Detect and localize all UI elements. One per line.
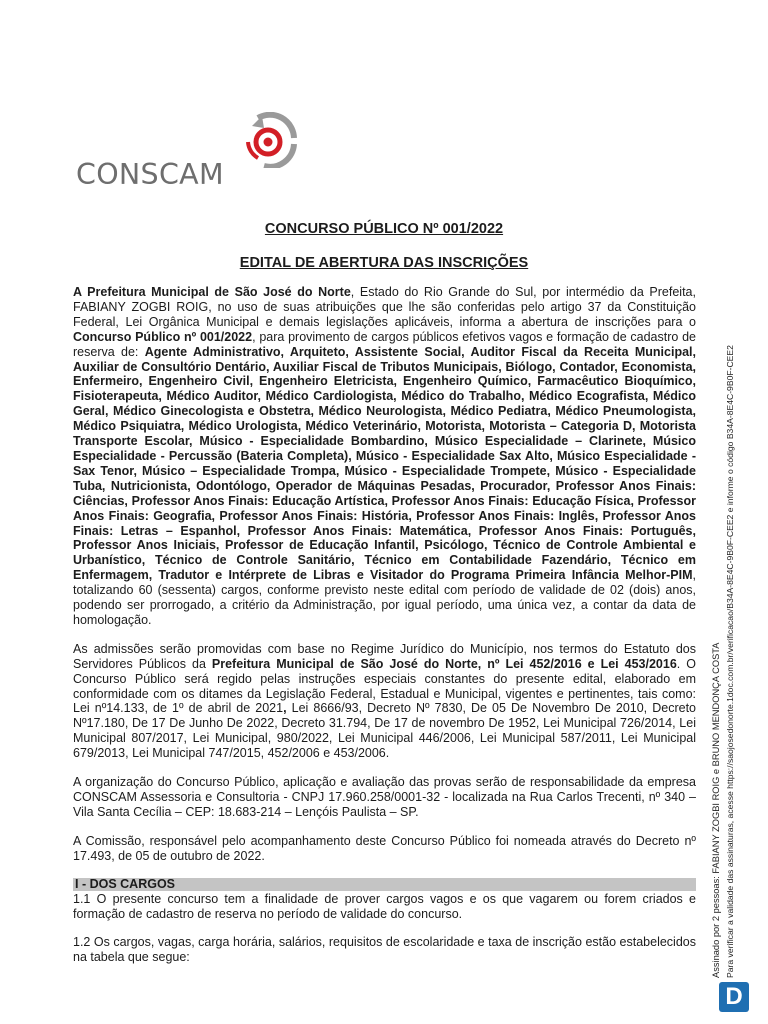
paragraph-intro-text-1: , Estado do Rio Grande do Sul, por intermédio da Prefeita, FABIANY ZOGBI ROIG, no uso de suas atribuições que lhe são conferidas pelo artigo 37 da Constituição Federal, Lei Orgânica Municipal e demais legislações aplicáveis, informa a abertura de inscrições para o bbox=[73, 285, 696, 329]
section-heading: I - DOS CARGOS bbox=[73, 878, 696, 891]
paragraph-intro-bold-1: A Prefeitura Municipal de São José do Norte bbox=[73, 285, 351, 299]
paragraph-admissions-text-1: As admissões serão promovidas com base no Regime Jurídico do Município, nos termos do Estatuto dos Servidores Públicos da bbox=[73, 641, 696, 671]
target-arrows-icon bbox=[236, 112, 300, 168]
document-subtitle: EDITAL DE ABERTURA DAS INSCRIÇÕES bbox=[239, 255, 529, 271]
paragraph-admissions-text-2: . O Concurso Público será regido pelas instruções especiais constantes do presente edital, elaborado em conformidade com os ditames da Legislação Federal, Estadual e Municipal, vigentes e pertinentes, tais como: Lei nº14.133, de 1º de abril de 2021 bbox=[73, 656, 696, 716]
paragraph-organization: A organização do Concurso Público, aplicação e avaliação das provas serão de responsabilidade da empresa CONSCAM Assessoria e Consultoria - CNPJ 17.960.258/0001-32 - localizada na Rua Carlos Trecenti, nº 340 – Vila Santa Cecília – CEP: 18.683-214 – Lençóis Paulista – SP. bbox=[73, 775, 696, 819]
paragraph-intro bbox=[73, 285, 696, 628]
paragraph-commission: A Comissão, responsável pelo acompanhamento deste Concurso Público foi nomeada através do Decreto nº 17.493, de 05 de outubro de 2022. bbox=[73, 833, 696, 863]
paragraph-1-1: 1.1 O presente concurso tem a finalidade de prover cargos vagos e os que vagarem ou forem criados e formação de cadastro de reserva no período de validade do concurso. bbox=[73, 891, 696, 921]
paragraph-intro-positions: Agente Administrativo, Arquiteto, Assistente Social, Auditor Fiscal da Receita Municipal, Auxiliar de Consultório Dentário, Auxiliar Fiscal de Tributos Municipais, Biólogo, Contador, Economista, Enfermeiro, Engenheiro Civil, Engenheiro Eletricista, Engenheiro Químico, Farmacêutico Bioquímico, Fisioterapeuta, Médico Auditor, Médico Cardiologista, Médico do Trabalho, Médico Ecografista, Médico Geral, Médico Ginecologista e Obstetra, Médico Neurologista, Médico Pediatra, Médico Pneumologista, Médico Psiquiatra, Médico Urologista, Médico Veterinário, Motorista, Motorista – Categoria D, Motorista Transporte Escolar, Músico - Especialidade Bombardino, Músico Especialidade – Clarinete, Músico Especialidade - Percussão (Bateria Completa), Músico - Especialidade Sax Alto, Músico Especialidade - Sax Tenor, Músico – Especialidade Trompa, Músico - Especialidade Trompete, Músico - Especialidade Tuba, Nutricionista, Odontólogo, Operador de Máquinas Pesadas, Procurador, Professor Anos Finais: Ciências, Professor Anos Finais: Educação Artística, Professor Anos Finais: Educação Física, Professor Anos Finais: Geografia, Professor Anos Finais: História, Professor Anos Finais: Inglês, Professor Anos Finais: Letras – Espanhol, Professor Anos Finais: Matemática, Professor Anos Finais: Português, Professor Anos Iniciais, Professor de Educação Infantil, Psicólogo, Técnico de Controle Ambiental e Urbanístico, Técnico de Controle Sanitário, Técnico em Contabilidade Fazendário, Técnico em Enfermagem, Tradutor e Intérprete de Libras e Visitador do Programa Primeira Infância Melhor-PIM bbox=[73, 344, 696, 583]
paragraph-admissions-bold-2: , bbox=[283, 701, 287, 716]
paragraph-intro-text-2: , para provimento de cargos públicos efetivos vagos e formação de cadastro de reserva de: bbox=[73, 329, 696, 359]
document-title: CONCURSO PÚBLICO Nº 001/2022 bbox=[264, 221, 504, 237]
1doc-logo-icon: D bbox=[719, 982, 749, 1012]
signature-notice: Assinado por 2 pessoas: FABIANY ZOGBI ROIG e BRUNO MENDONÇA COSTA bbox=[711, 642, 721, 978]
verification-notice: Para verificar a validade das assinaturas, acesse https://saojosedonorte.1doc.com.br/verificacao/B34A-8E4C-9B0F-CEE2 e informe o código B34A-8E4C-9B0F-CEE2 bbox=[725, 345, 735, 978]
paragraph-1-2: 1.2 Os cargos, vagas, carga horária, salários, requisitos de escolaridade e taxa de inscrição estão estabelecidos na tabela que segue: bbox=[73, 935, 696, 965]
logo-text: CONSCAM bbox=[76, 158, 224, 191]
document-body bbox=[73, 285, 696, 965]
conscam-logo bbox=[76, 112, 296, 192]
paragraph-admissions-bold-1: Prefeitura Municipal de São José do Norte, nº Lei 452/2016 e Lei 453/2016 bbox=[211, 656, 677, 671]
paragraph-admissions-text-3: Lei 8666/93, Decreto Nº 7830, De 05 De Novembro De 2010, Decreto Nº17.180, De 17 De Junho De 2022, Decreto 31.794, De 17 de novembro De 1952, Lei Municipal 726/2014, Lei Municipal 807/2017, Lei Municipal, 980/2022, Lei Municipal 446/2006, Lei Municipal 587/2011, Lei Municipal 679/2013, Lei Municipal 747/2015, 452/2006 e 453/2006. bbox=[73, 701, 696, 761]
paragraph-intro-text-3: , totalizando 60 (sessenta) cargos, conforme previsto neste edital com período de validade de 02 (dois) anos, podendo ser prorrogado, a critério da Administração, por igual período, uma única vez, a contar da data de homologação. bbox=[73, 568, 696, 627]
paragraph-admissions bbox=[73, 642, 696, 761]
paragraph-intro-bold-2: Concurso Público nº 001/2022 bbox=[73, 329, 253, 344]
